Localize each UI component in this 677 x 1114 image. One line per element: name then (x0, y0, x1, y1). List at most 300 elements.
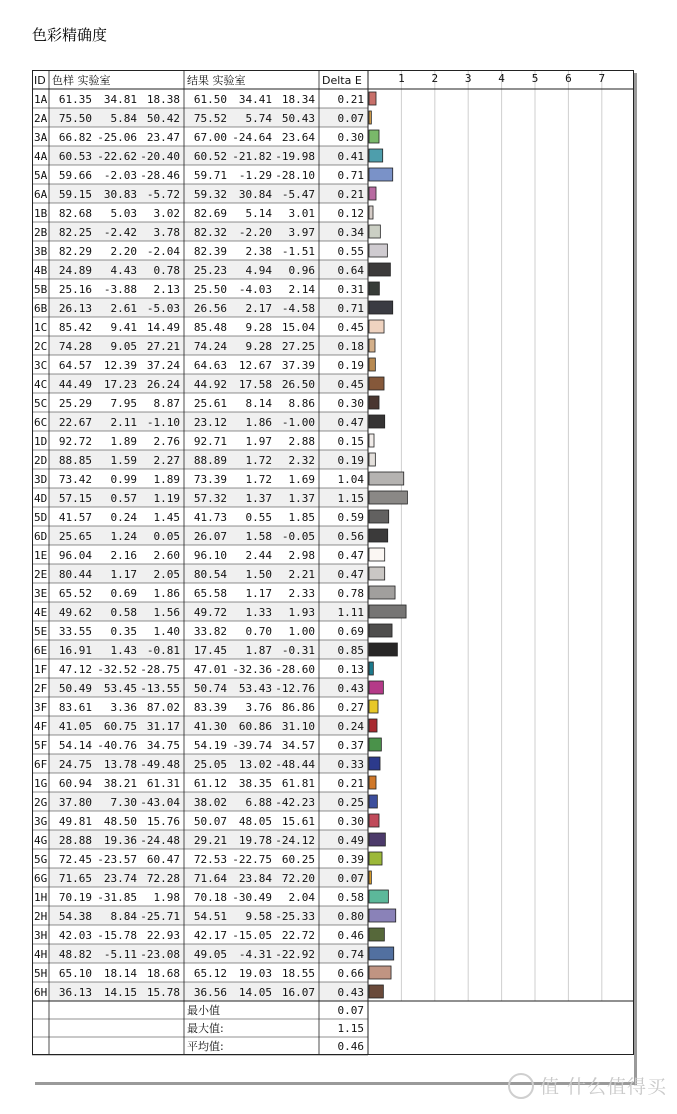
sample-value: 72.28 (146, 872, 180, 885)
sample-value: 2.76 (153, 435, 180, 448)
result-value: 41.73 (193, 511, 227, 524)
summary-value: 0.46 (337, 1040, 364, 1053)
result-value: -25.33 (275, 910, 315, 923)
sample-value: 2.27 (153, 454, 180, 467)
delta-e-value: 0.66 (337, 967, 364, 980)
result-value: 30.84 (238, 188, 272, 201)
x-tick-label: 1 (398, 72, 405, 85)
row-id: 4E (34, 606, 48, 619)
row-id: 6F (34, 758, 48, 771)
delta-e-bar (369, 187, 376, 200)
result-value: 23.84 (238, 872, 272, 885)
delta-e-value: 0.19 (337, 359, 364, 372)
delta-e-value: 0.59 (337, 511, 364, 524)
result-value: 38.02 (193, 796, 227, 809)
result-value: 70.18 (193, 891, 227, 904)
sample-value: 87.02 (146, 701, 180, 714)
result-value: -15.05 (232, 929, 272, 942)
delta-e-bar (369, 206, 373, 219)
row-id: 3G (34, 815, 48, 828)
sample-value: 0.69 (110, 587, 137, 600)
row-id: 2B (34, 226, 48, 239)
result-value: 29.21 (193, 834, 227, 847)
row-id: 6A (34, 188, 48, 201)
result-value: 18.55 (281, 967, 315, 980)
delta-e-bar (369, 776, 376, 789)
row-id: 1G (34, 777, 48, 790)
sample-value: 92.72 (58, 435, 92, 448)
delta-e-value: 0.39 (337, 853, 364, 866)
result-value: 48.05 (238, 815, 272, 828)
result-value: 2.33 (288, 587, 315, 600)
sample-value: -31.85 (97, 891, 137, 904)
delta-e-value: 0.43 (337, 682, 364, 695)
sample-value: -2.03 (103, 169, 137, 182)
delta-e-bar (369, 415, 385, 428)
result-value: 15.61 (281, 815, 315, 828)
summary-value: 1.15 (337, 1022, 364, 1035)
x-tick-label: 7 (598, 72, 606, 85)
page-title: 色彩精确度 (32, 26, 108, 44)
sample-value: 7.30 (110, 796, 137, 809)
row-id: 5D (34, 511, 48, 524)
delta-e-bar (369, 700, 378, 713)
result-value: 1.69 (288, 473, 315, 486)
delta-e-value: 0.24 (337, 720, 364, 733)
sample-value: -40.76 (97, 739, 137, 752)
delta-e-bar (369, 225, 380, 238)
result-value: -42.23 (275, 796, 315, 809)
result-value: 3.97 (288, 226, 315, 239)
sample-value: 50.49 (58, 682, 92, 695)
delta-e-value: 0.27 (337, 701, 364, 714)
sample-value: -5.11 (103, 948, 137, 961)
delta-e-value: 0.07 (337, 872, 364, 885)
x-tick-label: 2 (431, 72, 439, 85)
result-value: 1.37 (245, 492, 272, 505)
sample-value: 88.85 (58, 454, 92, 467)
delta-e-bar (369, 681, 383, 694)
row-id: 2E (34, 568, 48, 581)
sample-value: 0.24 (110, 511, 137, 524)
sample-value: 36.13 (58, 986, 92, 999)
sample-value: 42.03 (58, 929, 92, 942)
result-value: 71.64 (193, 872, 227, 885)
row-id: 1F (34, 663, 48, 676)
result-value: 80.54 (193, 568, 227, 581)
delta-e-value: 0.18 (337, 340, 364, 353)
result-value: 0.96 (288, 264, 315, 277)
sample-value: -32.52 (97, 663, 137, 676)
result-value: 47.01 (193, 663, 227, 676)
result-value: 49.72 (193, 606, 227, 619)
delta-e-bar (369, 947, 394, 960)
sample-value: 1.89 (153, 473, 180, 486)
delta-e-value: 0.85 (337, 644, 364, 657)
result-value: 17.58 (238, 378, 272, 391)
sample-value: -5.72 (146, 188, 180, 201)
sample-value: 31.17 (146, 720, 180, 733)
sample-value: 7.95 (110, 397, 137, 410)
row-id: 2C (34, 340, 48, 353)
sample-value: 9.05 (110, 340, 137, 353)
result-value: 1.72 (245, 473, 272, 486)
result-value: 61.81 (281, 777, 315, 790)
result-value: 60.52 (193, 150, 227, 163)
sample-value: 2.16 (110, 549, 137, 562)
result-value: 5.14 (245, 207, 272, 220)
sample-value: -28.46 (140, 169, 180, 182)
sample-value: 1.56 (153, 606, 180, 619)
sample-value: 1.40 (153, 625, 180, 638)
delta-e-bar (369, 149, 383, 162)
sample-value: 4.43 (110, 264, 137, 277)
result-value: 15.04 (281, 321, 315, 334)
sample-value: 49.81 (58, 815, 92, 828)
delta-e-bar (369, 966, 391, 979)
result-value: -32.36 (232, 663, 272, 676)
result-value: 34.57 (281, 739, 315, 752)
sample-value: 28.88 (58, 834, 92, 847)
result-value: 1.58 (245, 530, 272, 543)
delta-e-bar (369, 130, 379, 143)
delta-e-bar (369, 491, 407, 504)
result-value: -0.31 (281, 644, 315, 657)
sample-value: 0.05 (153, 530, 180, 543)
sample-value: 59.66 (58, 169, 92, 182)
result-value: 72.20 (281, 872, 315, 885)
sample-value: 38.21 (103, 777, 137, 790)
result-value: 64.63 (193, 359, 227, 372)
result-value: 72.53 (193, 853, 227, 866)
result-value: 49.05 (193, 948, 227, 961)
sample-value: 41.57 (58, 511, 92, 524)
result-value: 82.69 (193, 207, 227, 220)
result-value: 74.24 (193, 340, 227, 353)
sample-value: 1.19 (153, 492, 180, 505)
sample-value: 41.05 (58, 720, 92, 733)
row-id: 3C (34, 359, 48, 372)
summary-label: 最小值 (187, 1004, 220, 1017)
sample-value: 25.65 (58, 530, 92, 543)
result-value: 57.32 (193, 492, 227, 505)
result-value: 92.71 (193, 435, 227, 448)
sample-value: 17.23 (103, 378, 137, 391)
delta-e-bar (369, 472, 404, 485)
result-value: 38.35 (238, 777, 272, 790)
sample-value: 1.45 (153, 511, 180, 524)
delta-e-value: 0.21 (337, 777, 364, 790)
result-value: 50.07 (193, 815, 227, 828)
delta-e-value: 0.13 (337, 663, 364, 676)
delta-e-value: 0.43 (337, 986, 364, 999)
sample-value: 34.75 (146, 739, 180, 752)
row-id: 6E (34, 644, 48, 657)
delta-e-bar (369, 282, 379, 295)
delta-e-bar (369, 586, 395, 599)
result-value: 1.37 (288, 492, 315, 505)
sample-value: 1.24 (110, 530, 137, 543)
result-value: -4.31 (238, 948, 272, 961)
row-id: 2D (34, 454, 48, 467)
sample-value: 26.13 (58, 302, 92, 315)
sample-value: -3.88 (103, 283, 137, 296)
row-id: 2F (34, 682, 48, 695)
row-id: 3E (34, 587, 48, 600)
delta-e-value: 1.04 (337, 473, 364, 486)
sample-value: 1.98 (153, 891, 180, 904)
delta-e-value: 0.07 (337, 112, 364, 125)
sample-value: 18.14 (103, 967, 137, 980)
result-value: -28.10 (275, 169, 315, 182)
result-value: 41.30 (193, 720, 227, 733)
sample-value: -2.42 (103, 226, 137, 239)
sample-value: 5.03 (110, 207, 137, 220)
delta-e-bar (369, 814, 379, 827)
result-value: 31.10 (281, 720, 315, 733)
result-value: 0.55 (245, 511, 272, 524)
result-value: 85.48 (193, 321, 227, 334)
delta-e-bar (369, 852, 382, 865)
result-value: 22.72 (281, 929, 315, 942)
result-value: 86.86 (281, 701, 315, 714)
sample-value: 80.44 (58, 568, 92, 581)
result-value: 26.56 (193, 302, 227, 315)
sample-value: 3.36 (110, 701, 137, 714)
summary-label: 平均值: (187, 1040, 224, 1053)
sample-value: 47.12 (58, 663, 92, 676)
delta-e-bar (369, 738, 381, 751)
result-value: 96.10 (193, 549, 227, 562)
sample-value: -23.57 (97, 853, 137, 866)
result-value: 54.51 (193, 910, 227, 923)
result-value: 3.76 (245, 701, 272, 714)
sample-value: 75.50 (58, 112, 92, 125)
delta-e-value: 0.19 (337, 454, 364, 467)
delta-e-value: 0.47 (337, 549, 364, 562)
result-value: 19.78 (238, 834, 272, 847)
result-value: -19.98 (275, 150, 315, 163)
sample-value: 54.38 (58, 910, 92, 923)
sample-value: 53.45 (103, 682, 137, 695)
x-tick-label: 4 (498, 72, 505, 85)
sample-value: -43.04 (140, 796, 180, 809)
watermark-text: 值 什么值得买 (540, 1076, 668, 1098)
result-value: 1.87 (245, 644, 272, 657)
result-value: -12.76 (275, 682, 315, 695)
sample-value: 27.21 (146, 340, 180, 353)
sample-value: -24.48 (140, 834, 180, 847)
row-id: 4G (34, 834, 48, 847)
sample-value: 96.04 (58, 549, 92, 562)
delta-e-bar (369, 377, 384, 390)
sample-value: 2.11 (110, 416, 137, 429)
row-id: 5A (34, 169, 48, 182)
header-result-lab: 结果 实验室 (187, 74, 246, 87)
result-value: 8.86 (288, 397, 315, 410)
sample-value: 82.29 (58, 245, 92, 258)
color-accuracy-report (32, 70, 634, 1082)
delta-e-bar (369, 244, 387, 257)
result-value: 2.04 (288, 891, 315, 904)
result-value: 17.45 (193, 644, 227, 657)
row-id: 5C (34, 397, 48, 410)
delta-e-bar (369, 624, 392, 637)
result-value: 65.58 (193, 587, 227, 600)
delta-e-bar (369, 320, 384, 333)
result-value: -24.12 (275, 834, 315, 847)
row-id: 5B (34, 283, 48, 296)
delta-e-bar (369, 301, 393, 314)
result-value: 59.71 (193, 169, 227, 182)
delta-e-value: 0.12 (337, 207, 364, 220)
delta-e-bar (369, 529, 388, 542)
result-value: 14.05 (238, 986, 272, 999)
sample-value: 0.35 (110, 625, 137, 638)
sample-value: 1.89 (110, 435, 137, 448)
sample-value: 61.31 (146, 777, 180, 790)
sample-value: 82.25 (58, 226, 92, 239)
delta-e-bar (369, 567, 385, 580)
sample-value: 0.78 (153, 264, 180, 277)
summary-value: 0.07 (337, 1004, 364, 1017)
sample-value: 3.78 (153, 226, 180, 239)
sample-value: 0.57 (110, 492, 137, 505)
sample-value: 25.29 (58, 397, 92, 410)
row-id: 4A (34, 150, 48, 163)
sample-value: 73.42 (58, 473, 92, 486)
result-value: 18.34 (281, 93, 315, 106)
result-value: 1.97 (245, 435, 272, 448)
result-value: 53.43 (238, 682, 272, 695)
result-value: -1.51 (281, 245, 315, 258)
delta-e-bar (369, 605, 406, 618)
sample-value: 60.75 (103, 720, 137, 733)
sample-value: 5.84 (110, 112, 137, 125)
delta-e-bar (369, 890, 388, 903)
result-value: 1.17 (245, 587, 272, 600)
sample-value: 49.62 (58, 606, 92, 619)
delta-e-bar (369, 263, 390, 276)
result-value: 88.89 (193, 454, 227, 467)
sample-value: 37.80 (58, 796, 92, 809)
result-value: 73.39 (193, 473, 227, 486)
result-value: -4.03 (238, 283, 272, 296)
sample-value: 2.20 (110, 245, 137, 258)
result-value: 2.32 (288, 454, 315, 467)
delta-e-value: 0.71 (337, 169, 364, 182)
delta-e-bar (369, 909, 396, 922)
sample-value: 85.42 (58, 321, 92, 334)
row-id: 1H (34, 891, 48, 904)
sample-value: 0.58 (110, 606, 137, 619)
result-value: 4.94 (245, 264, 272, 277)
result-value: 60.25 (281, 853, 315, 866)
row-id: 6G (34, 872, 48, 885)
result-value: 1.50 (245, 568, 272, 581)
sample-value: 18.68 (146, 967, 180, 980)
row-id: 6B (34, 302, 48, 315)
sample-value: -0.81 (146, 644, 180, 657)
watermark (508, 1072, 667, 1101)
result-value: 25.23 (193, 264, 227, 277)
delta-e-bar (369, 111, 371, 124)
result-value: 23.12 (193, 416, 227, 429)
result-value: 37.39 (281, 359, 315, 372)
sample-value: 25.16 (58, 283, 92, 296)
result-value: 9.28 (245, 321, 272, 334)
row-id: 1B (34, 207, 48, 220)
delta-e-value: 0.30 (337, 397, 364, 410)
row-id: 4F (34, 720, 48, 733)
header-id: ID (34, 74, 46, 87)
sample-value: 48.82 (58, 948, 92, 961)
result-value: 50.74 (193, 682, 227, 695)
result-value: 44.92 (193, 378, 227, 391)
header-sample-lab: 色样 实验室 (52, 74, 111, 87)
result-value: 0.70 (245, 625, 272, 638)
delta-e-value: 0.80 (337, 910, 364, 923)
sample-value: 61.35 (58, 93, 92, 106)
delta-e-value: 0.55 (337, 245, 364, 258)
delta-e-bar (369, 795, 377, 808)
delta-e-bar (369, 719, 377, 732)
result-value: -22.92 (275, 948, 315, 961)
result-value: -1.29 (238, 169, 272, 182)
sample-value: 64.57 (58, 359, 92, 372)
sample-value: 24.75 (58, 758, 92, 771)
sample-value: 2.60 (153, 549, 180, 562)
sample-value: 2.13 (153, 283, 180, 296)
result-value: 60.86 (238, 720, 272, 733)
result-value: 2.44 (245, 549, 272, 562)
row-id: 4C (34, 378, 48, 391)
delta-e-value: 0.45 (337, 378, 364, 391)
sample-value: 18.38 (146, 93, 180, 106)
row-id: 6C (34, 416, 48, 429)
result-value: 82.32 (193, 226, 227, 239)
x-tick-label: 3 (464, 72, 472, 85)
row-id: 2A (34, 112, 48, 125)
sample-value: -20.40 (140, 150, 180, 163)
sample-value: 8.84 (110, 910, 137, 923)
delta-e-bar (369, 928, 384, 941)
delta-e-value: 0.33 (337, 758, 364, 771)
delta-e-value: 0.30 (337, 815, 364, 828)
delta-e-value: 0.71 (337, 302, 364, 315)
sample-value: 50.42 (146, 112, 180, 125)
delta-e-value: 1.15 (337, 492, 364, 505)
result-value: 19.03 (238, 967, 272, 980)
color-accuracy-table (32, 70, 634, 1082)
sample-value: 66.82 (58, 131, 92, 144)
sample-value: 57.15 (58, 492, 92, 505)
sample-value: 1.43 (110, 644, 137, 657)
delta-e-bar (369, 510, 389, 523)
row-id: 6H (34, 986, 48, 999)
delta-e-bar (369, 757, 380, 770)
row-id: 2H (34, 910, 48, 923)
delta-e-value: 0.41 (337, 150, 364, 163)
delta-e-bar (369, 643, 397, 656)
delta-e-value: 0.58 (337, 891, 364, 904)
result-value: -21.82 (232, 150, 272, 163)
delta-e-value: 1.11 (337, 606, 364, 619)
result-value: 1.85 (288, 511, 315, 524)
result-value: -4.58 (281, 302, 315, 315)
delta-e-bar (369, 434, 374, 447)
sample-value: 74.28 (58, 340, 92, 353)
